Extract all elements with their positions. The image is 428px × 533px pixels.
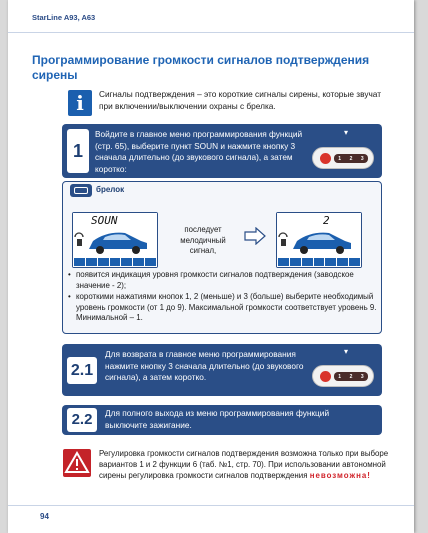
lcd-right-value: 2: [323, 214, 330, 227]
instruction-bullets: [68, 270, 378, 325]
header-title: StarLine A93, A63: [32, 13, 96, 22]
remote-button-2: 2: [349, 155, 353, 162]
car-icon: [277, 213, 361, 259]
step-2-1-text: Для возврата в главное меню программирования нажмите кнопку 3 сначала длительно (до звукового сигнала), а затем коротко.: [105, 349, 304, 382]
chevron-down-icon: ▾: [344, 128, 349, 137]
lcd-status-icons: [277, 257, 361, 267]
step-2-2-number: 2.2: [67, 408, 97, 432]
step-2-2-box: [62, 405, 382, 435]
remote-buttons: [334, 372, 368, 381]
remote-button-3: 3: [360, 373, 364, 380]
warning-text: [99, 448, 389, 481]
remote-button-3: 3: [360, 155, 364, 162]
car-icon: [73, 213, 157, 259]
remote-button-1: 1: [338, 373, 342, 380]
section-title: Программирование громкости сигналов подтверждения сирены: [32, 53, 370, 82]
led-icon: [320, 371, 331, 382]
warning-icon: [63, 449, 91, 477]
lcd-screen-right: [276, 212, 362, 268]
remote-button-1: 1: [338, 155, 342, 162]
bullet-item: • короткими нажатиями кнопок 1, 2 (меньше) и 3 (больше) выберите необходимый уровень громкости (от 1 до 9). Максимальной громкости соответствует уровень 9. Минимальной – 1.: [68, 292, 378, 324]
key-fob-remote-icon: [312, 365, 374, 387]
lcd-status-icons: [73, 257, 157, 267]
led-icon: [320, 153, 331, 164]
header-divider: [8, 32, 414, 33]
step-1-number: 1: [67, 129, 89, 173]
chevron-down-icon: ▾: [344, 347, 349, 356]
middle-caption: последует мелодичный сигнал,: [180, 225, 226, 255]
footer-divider: [8, 505, 414, 506]
step-2-2-text: Для полного выхода из меню программирования функций выключите зажигание.: [105, 408, 330, 430]
remote-buttons: [334, 154, 368, 163]
fob-label: брелок: [96, 185, 125, 194]
intro-text: Сигналы подтверждения – это короткие сигналы сирены, которые звучат при включении/выключении охраны с брелка.: [99, 89, 382, 111]
bullet-item: • появится индикация уровня громкости сигналов подтверждения (заводское значение - 2);: [68, 270, 378, 291]
key-fob-icon: [70, 184, 92, 197]
key-fob-remote-icon: [312, 147, 374, 169]
page-header: [8, 0, 414, 38]
page-number: 94: [40, 512, 49, 521]
info-icon: i: [68, 90, 92, 116]
lcd-screen-left: [72, 212, 158, 268]
step-2-1-box: [62, 344, 382, 396]
remote-button-2: 2: [349, 373, 353, 380]
manual-page: [8, 0, 414, 533]
step-1-text: Войдите в главное меню программирования функций (стр. 65), выберите пункт SOUN и нажмите кнопку 3 сначала длительно (до звукового сигнала), а затем коротко:: [95, 129, 303, 174]
arrow-right-icon: [243, 227, 267, 245]
warning-body: Регулировка громкости сигналов подтверждения возможна только при выборе вариантов 1 и 2 функции 6 (таб. №1, стр. 70). При использовании автономной сирены регулировка громкости сигналов подтверждения: [99, 449, 389, 480]
step-1-box: [62, 124, 382, 178]
step-2-1-number: 2.1: [67, 357, 97, 384]
lcd-left-value: SOUN: [91, 214, 118, 227]
warning-emphasis: невозможна!: [309, 471, 371, 480]
